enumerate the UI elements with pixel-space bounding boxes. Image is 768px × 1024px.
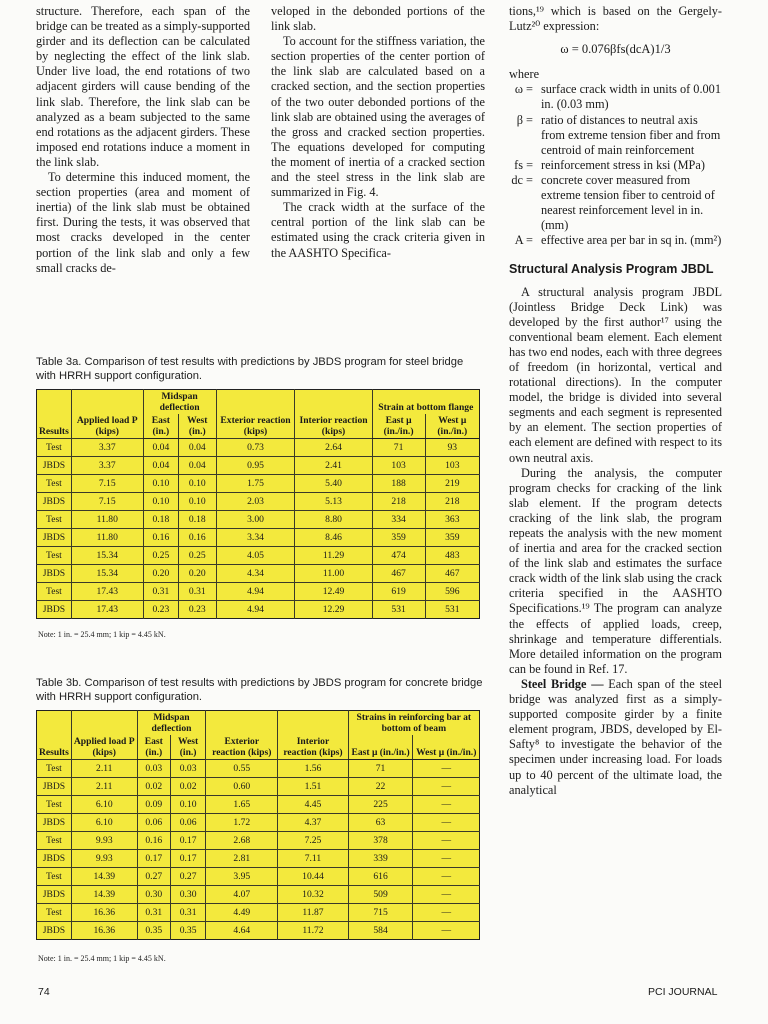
table-cell: 0.03 — [137, 760, 170, 778]
table-cell: 0.60 — [206, 778, 278, 796]
definition-text: reinforcement stress in ksi (MPa) — [541, 157, 705, 172]
table-cell: 584 — [348, 922, 413, 940]
table-cell: 359 — [425, 529, 479, 547]
table-cell: 4.07 — [206, 886, 278, 904]
table-cell: 359 — [372, 529, 425, 547]
table-cell: 0.20 — [179, 565, 217, 583]
definition-text: effective area per bar in sq in. (mm²) — [541, 233, 722, 248]
table-cell: 363 — [425, 511, 479, 529]
table-cell: — — [413, 868, 480, 886]
row-label-cell: Test — [37, 439, 72, 457]
table-cell: 0.16 — [137, 832, 170, 850]
table-cell: 0.55 — [206, 760, 278, 778]
col-header-applied: Applied load P (kips) — [71, 711, 137, 760]
table-cell: 616 — [348, 868, 413, 886]
table-cell: 0.18 — [143, 511, 178, 529]
table-cell: 0.17 — [137, 850, 170, 868]
col-header-strain: Strain at bottom flange — [372, 390, 479, 415]
table-cell: 0.02 — [137, 778, 170, 796]
row-label-cell: JBDS — [37, 529, 72, 547]
table-cell: 5.40 — [295, 475, 372, 493]
table-row — [37, 760, 480, 778]
table-cell: 10.32 — [278, 886, 348, 904]
page-number: 74 — [38, 986, 50, 998]
col-header-west-strain: West μ (in./in.) — [425, 414, 479, 439]
definition-item — [509, 82, 722, 112]
table-cell: 0.04 — [179, 439, 217, 457]
table-cell: 0.09 — [137, 796, 170, 814]
table-row — [37, 868, 480, 886]
table-cell: 103 — [425, 457, 479, 475]
table-cell: 17.43 — [71, 583, 143, 601]
row-label-cell: Test — [37, 583, 72, 601]
table-cell: 3.37 — [71, 457, 143, 475]
table-cell: 7.11 — [278, 850, 348, 868]
definition-symbol: fs = — [514, 157, 533, 172]
table-cell: 2.03 — [216, 493, 295, 511]
table-cell: 6.10 — [71, 814, 137, 832]
table-row — [37, 778, 480, 796]
table-cell: 0.03 — [170, 760, 205, 778]
row-label-cell: Test — [37, 511, 72, 529]
table-cell: 9.93 — [71, 850, 137, 868]
table-cell: 11.80 — [71, 529, 143, 547]
table-cell: 0.35 — [170, 922, 205, 940]
col-header-east-deflection: East (in.) — [137, 735, 170, 760]
row-label-cell: Test — [37, 760, 72, 778]
text-column-2 — [271, 4, 485, 261]
table-cell: 0.20 — [143, 565, 178, 583]
table-cell: 483 — [425, 547, 479, 565]
table-cell: 2.11 — [71, 760, 137, 778]
table-cell: — — [413, 814, 480, 832]
table-cell: 0.17 — [170, 850, 205, 868]
text-column-3 — [509, 4, 722, 798]
table-3a-caption: Table 3a. Comparison of test results with predictions by JBDS program for steel bridge with HRRH support configuration. — [36, 356, 464, 382]
table-cell: 4.94 — [216, 583, 295, 601]
row-label-cell: JBDS — [37, 886, 72, 904]
row-label-cell: JBDS — [37, 565, 72, 583]
table-cell: 8.80 — [295, 511, 372, 529]
table-cell: 3.34 — [216, 529, 295, 547]
table-cell: 0.23 — [179, 601, 217, 619]
table-cell: 467 — [372, 565, 425, 583]
table-cell: 0.27 — [137, 868, 170, 886]
col-header-west-deflection: West (in.) — [179, 414, 217, 439]
table-cell: 63 — [348, 814, 413, 832]
row-label-cell: Test — [37, 832, 72, 850]
table-cell: 0.06 — [170, 814, 205, 832]
definition-symbol: dc = — [511, 172, 533, 187]
table-cell: 17.43 — [71, 601, 143, 619]
table-cell: 0.10 — [143, 475, 178, 493]
table-cell: 509 — [348, 886, 413, 904]
table-3b-body — [37, 760, 480, 940]
table-row — [37, 904, 480, 922]
crack-width-equation: ω = 0.076βfs(dcA)1/3 — [560, 42, 671, 57]
table-cell: 0.73 — [216, 439, 295, 457]
definition-item — [509, 113, 722, 158]
table-cell: 3.00 — [216, 511, 295, 529]
table-cell: 9.93 — [71, 832, 137, 850]
paragraph: tions,¹⁹ which is based on the Gergely-Lutz²⁰ expression: — [509, 4, 722, 34]
table-cell: 4.94 — [216, 601, 295, 619]
table-3a-body — [37, 439, 480, 619]
table-cell: 467 — [425, 565, 479, 583]
row-label-cell: Test — [37, 475, 72, 493]
table-cell: 218 — [425, 493, 479, 511]
table-cell: 334 — [372, 511, 425, 529]
table-cell: 0.95 — [216, 457, 295, 475]
row-label-cell: JBDS — [37, 778, 72, 796]
definition-item — [509, 173, 722, 233]
table-cell: — — [413, 778, 480, 796]
table-cell: 715 — [348, 904, 413, 922]
table-cell: 2.81 — [206, 850, 278, 868]
definition-text: surface crack width in units of 0.001 in. (0.03 mm) — [541, 82, 721, 112]
table-cell: 0.27 — [170, 868, 205, 886]
table-cell: 0.30 — [170, 886, 205, 904]
table-cell: 11.80 — [71, 511, 143, 529]
table-cell: 12.49 — [295, 583, 372, 601]
table-cell: — — [413, 922, 480, 940]
col-header-interior: Interior reaction (kips) — [278, 711, 348, 760]
row-label-cell: JBDS — [37, 850, 72, 868]
journal-name: PCI JOURNAL — [648, 986, 718, 998]
col-header-exterior: Exterior reaction (kips) — [216, 390, 295, 439]
paragraph: To account for the stiffness variation, the section properties of the center portion of the link slab are calculated based on a cracked section, and the section properties of the two outer debonded portions of the link slab are obtained using the averages of the gross and cracked section properties. The equations developed for computing the moment of inertia of a cracked section and the steel stress in the link slab are summarized in Fig. 4. — [271, 34, 485, 200]
table-cell: 11.87 — [278, 904, 348, 922]
table-cell: 596 — [425, 583, 479, 601]
table-cell: 103 — [372, 457, 425, 475]
table-row — [37, 475, 480, 493]
table-cell: 4.49 — [206, 904, 278, 922]
variable-definitions — [509, 82, 722, 248]
table-cell: — — [413, 760, 480, 778]
table-row — [37, 796, 480, 814]
col-header-results: Results — [39, 747, 69, 758]
definition-text: ratio of distances to neutral axis from extreme tension fiber and from centroid of main reinforcement — [541, 112, 721, 157]
table-cell: 0.10 — [179, 493, 217, 511]
table-cell: 11.72 — [278, 922, 348, 940]
paragraph: During the analysis, the computer program checks for cracking of the link slab element. If the program detects cracking of the link slab, the program repeats the analysis with the new moment of inertia and area for the cracked section of the link slab and estimates the surface crack width of the link slab using the crack criteria specified in the AASHTO Specifications.¹⁹ The program can analyze the effects of applied loads, creep, shrinkage and temperature differentials. More detailed information on the program can be found in Ref. 17. — [509, 465, 722, 676]
col-header-west-deflection: West (in.) — [170, 735, 205, 760]
table-cell: 1.56 — [278, 760, 348, 778]
table-cell: 7.15 — [71, 493, 143, 511]
definition-symbol: β = — [516, 112, 533, 127]
definition-symbol: A = — [514, 233, 533, 248]
table-cell: 22 — [348, 778, 413, 796]
table-row — [37, 439, 480, 457]
table-cell: 93 — [425, 439, 479, 457]
table-cell: 71 — [348, 760, 413, 778]
table-row — [37, 601, 480, 619]
table-row — [37, 565, 480, 583]
row-label-cell: Test — [37, 904, 72, 922]
table-row — [37, 547, 480, 565]
table-cell: 225 — [348, 796, 413, 814]
table-cell: — — [413, 886, 480, 904]
table-cell: 531 — [372, 601, 425, 619]
paragraph: structure. Therefore, each span of the bridge can be treated as a simply-supported girder and its deflection can be calculated by neglecting the effect of the link slab. Under live load, the end rotations of two adjacent girders will cause bending of the link slab. Therefore, the link slab can be analyzed as a beam subjected to the same end rotations as the adjacent girders. These imposed end rotations induce a moment in the link slab. — [36, 4, 250, 169]
table-cell: 11.29 — [295, 547, 372, 565]
table-row — [37, 850, 480, 868]
table-cell: 0.31 — [179, 583, 217, 601]
table-cell: 5.13 — [295, 493, 372, 511]
table-cell: 0.31 — [170, 904, 205, 922]
table-cell: 0.10 — [143, 493, 178, 511]
table-cell: 4.05 — [216, 547, 295, 565]
table-cell: 71 — [372, 439, 425, 457]
table-row — [37, 493, 480, 511]
row-label-cell: JBDS — [37, 601, 72, 619]
table-cell: 6.10 — [71, 796, 137, 814]
table-cell: 218 — [372, 493, 425, 511]
table-cell: 188 — [372, 475, 425, 493]
table-cell: 0.02 — [170, 778, 205, 796]
table-cell: 0.04 — [143, 439, 178, 457]
row-label-cell: JBDS — [37, 457, 72, 475]
table-cell: 0.23 — [143, 601, 178, 619]
table-3b-note: Note: 1 in. = 25.4 mm; 1 kip = 4.45 kN. — [38, 954, 166, 963]
table-cell: 0.25 — [143, 547, 178, 565]
col-header-east-strain: East μ (in./in.) — [372, 414, 425, 439]
table-row — [37, 886, 480, 904]
table-cell: 0.31 — [137, 904, 170, 922]
col-header-interior: Interior reaction (kips) — [295, 390, 372, 439]
table-row — [37, 583, 480, 601]
table-cell: 4.34 — [216, 565, 295, 583]
table-cell: 2.64 — [295, 439, 372, 457]
table-cell: 2.41 — [295, 457, 372, 475]
table-cell: 0.31 — [143, 583, 178, 601]
row-label-cell: JBDS — [37, 814, 72, 832]
table-cell: 7.25 — [278, 832, 348, 850]
table-cell: 531 — [425, 601, 479, 619]
col-header-exterior: Exterior reaction (kips) — [206, 711, 278, 760]
table-row — [37, 922, 480, 940]
paragraph-text: Each span of the steel bridge was analyzed first as a simply-supported composite girder by a finite element program, JBDS, developed by El-Safty⁸ to investigate the behavior of the specimen under increasing load. For loads up to 40 percent of the ultimate load, the analytical — [509, 676, 722, 797]
table-cell: 0.30 — [137, 886, 170, 904]
table-cell: 14.39 — [71, 886, 137, 904]
table-cell: 16.36 — [71, 922, 137, 940]
table-cell: 1.75 — [216, 475, 295, 493]
definition-symbol: ω = — [514, 82, 533, 97]
row-label-cell: Test — [37, 796, 72, 814]
table-row — [37, 511, 480, 529]
definition-item — [509, 158, 722, 173]
row-label-cell: Test — [37, 547, 72, 565]
table-cell: 16.36 — [71, 904, 137, 922]
table-cell: 0.06 — [137, 814, 170, 832]
table-cell: 0.16 — [143, 529, 178, 547]
row-label-cell: JBDS — [37, 493, 72, 511]
table-cell: 12.29 — [295, 601, 372, 619]
where-label: where — [509, 67, 540, 82]
text-column-1 — [36, 4, 250, 276]
table-row — [37, 814, 480, 832]
table-cell: 2.11 — [71, 778, 137, 796]
table-cell: 0.17 — [170, 832, 205, 850]
table-cell: 3.37 — [71, 439, 143, 457]
section-heading: Structural Analysis Program JBDL — [509, 262, 714, 277]
row-label-cell: Test — [37, 868, 72, 886]
table-cell: 0.16 — [179, 529, 217, 547]
table-cell: 4.64 — [206, 922, 278, 940]
table-cell: — — [413, 796, 480, 814]
col-header-strain: Strains in reinforcing bar at bottom of beam — [348, 711, 479, 736]
table-cell: 14.39 — [71, 868, 137, 886]
col-header-west-strain: West μ (in./in.) — [413, 735, 480, 760]
paragraph: To determine this induced moment, the section properties (area and moment of inertia) of the link slab must be obtained first. During the tests, it was observed that most cracks developed in the center portion of the link slab and only a few small cracks de- — [36, 170, 250, 275]
col-header-east-deflection: East (in.) — [143, 414, 178, 439]
table-cell: 4.45 — [278, 796, 348, 814]
table-cell: 0.35 — [137, 922, 170, 940]
table-3b-caption: Table 3b. Comparison of test results with predictions by JBDS program for concrete bridge with HRRH support configuration. — [36, 677, 483, 703]
paragraph: The crack width at the surface of the central portion of the link slab can be estimated using the crack criteria given in the AASHTO Specifica- — [271, 200, 485, 260]
table-cell: 1.51 — [278, 778, 348, 796]
table-cell: 0.10 — [179, 475, 217, 493]
table-cell: — — [413, 850, 480, 868]
table-cell: 10.44 — [278, 868, 348, 886]
table-row — [37, 529, 480, 547]
table-3a-note: Note: 1 in. = 25.4 mm; 1 kip = 4.45 kN. — [38, 630, 166, 639]
table-cell: 219 — [425, 475, 479, 493]
col-header-east-strain: East μ (in./in.) — [348, 735, 413, 760]
row-label-cell: JBDS — [37, 922, 72, 940]
table-cell: 7.15 — [71, 475, 143, 493]
table-cell: 15.34 — [71, 547, 143, 565]
table-3a — [36, 389, 480, 619]
table-cell: 11.00 — [295, 565, 372, 583]
table-cell: 2.68 — [206, 832, 278, 850]
col-header-results: Results — [39, 426, 69, 437]
table-3b — [36, 710, 480, 940]
table-cell: 619 — [372, 583, 425, 601]
table-cell: 15.34 — [71, 565, 143, 583]
table-row — [37, 832, 480, 850]
col-header-applied: Applied load P (kips) — [71, 390, 143, 439]
table-cell: — — [413, 904, 480, 922]
table-cell: 1.65 — [206, 796, 278, 814]
definition-item — [509, 233, 722, 248]
table-cell: — — [413, 832, 480, 850]
table-cell: 339 — [348, 850, 413, 868]
col-header-midspan: Midspan deflection — [143, 390, 216, 415]
table-cell: 0.04 — [143, 457, 178, 475]
table-cell: 8.46 — [295, 529, 372, 547]
paragraph — [509, 677, 722, 798]
table-cell: 1.72 — [206, 814, 278, 832]
table-row — [37, 457, 480, 475]
table-cell: 0.10 — [170, 796, 205, 814]
table-cell: 378 — [348, 832, 413, 850]
col-header-midspan: Midspan deflection — [137, 711, 206, 736]
table-cell: 3.95 — [206, 868, 278, 886]
run-in-heading: Steel Bridge — — [521, 676, 604, 691]
paragraph: veloped in the debonded portions of the link slab. — [271, 4, 485, 34]
table-cell: 4.37 — [278, 814, 348, 832]
paragraph: A structural analysis program JBDL (Jointless Bridge Deck Link) was developed by the first author¹⁷ using the conventional beam element. Each element has two end nodes, each with three degrees of freedom (in horizontal, vertical and rotational directions). In the computer model, the bridge is divided into several segments and each segment is represented by an element. The section properties of each element are defined with respect to its own neutral axis. — [509, 284, 722, 465]
table-cell: 0.04 — [179, 457, 217, 475]
table-cell: 0.18 — [179, 511, 217, 529]
table-cell: 0.25 — [179, 547, 217, 565]
table-cell: 474 — [372, 547, 425, 565]
definition-text: concrete cover measured from extreme tension fiber to centroid of nearest reinforcement level in in. (mm) — [541, 172, 715, 233]
